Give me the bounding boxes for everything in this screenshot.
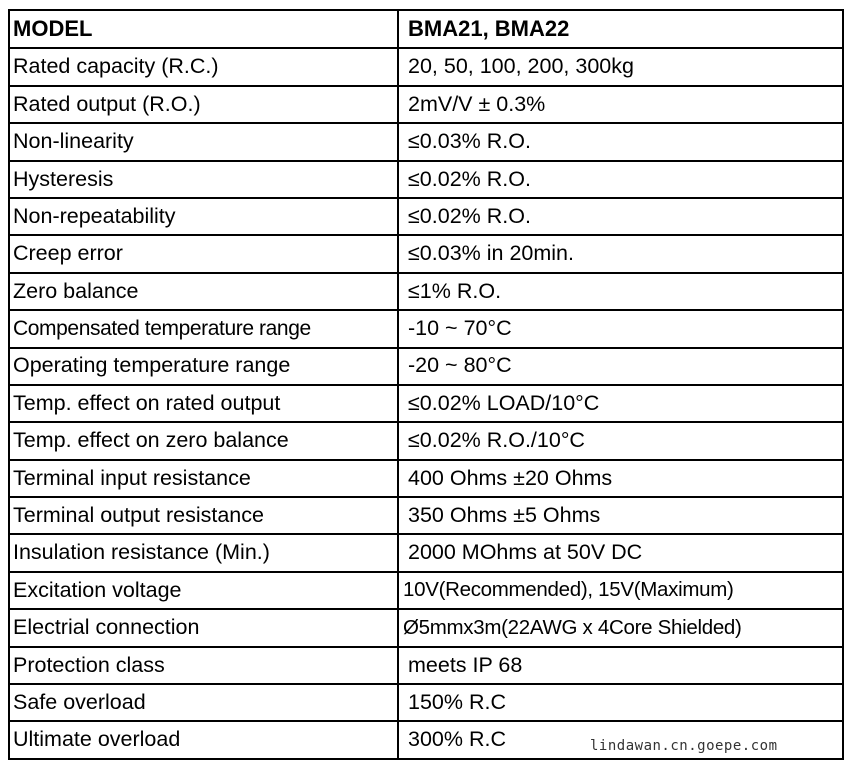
model-header-cell: MODEL [9, 10, 398, 48]
table-row [9, 422, 843, 459]
spec-label: Operating temperature range [9, 348, 398, 385]
table-row [9, 123, 843, 160]
spec-label: Temp. effect on rated output [9, 385, 398, 422]
table-row [9, 572, 843, 609]
spec-value: 20, 50, 100, 200, 300kg [398, 48, 843, 85]
table-row [9, 348, 843, 385]
spec-label: Safe overload [9, 684, 398, 721]
spec-value: meets IP 68 [398, 647, 843, 684]
spec-label: Rated output (R.O.) [9, 86, 398, 123]
table-row [9, 198, 843, 235]
spec-value: ≤1% R.O. [398, 273, 843, 310]
spec-label: Terminal output resistance [9, 497, 398, 534]
spec-label: Excitation voltage [9, 572, 398, 609]
table-header-row [9, 10, 843, 48]
spec-value: 10V(Recommended), 15V(Maximum) [398, 572, 843, 609]
spec-label: Terminal input resistance [9, 460, 398, 497]
table-row [9, 460, 843, 497]
spec-label: Insulation resistance (Min.) [9, 534, 398, 571]
spec-table [8, 9, 844, 760]
spec-value: 400 Ohms ±20 Ohms [398, 460, 843, 497]
table-row [9, 235, 843, 272]
spec-label: Compensated temperature range [9, 310, 398, 347]
spec-value: ≤0.02% R.O./10°C [398, 422, 843, 459]
spec-label: Electrial connection [9, 609, 398, 646]
spec-value: -20 ~ 80°C [398, 348, 843, 385]
table-row [9, 385, 843, 422]
spec-label: Protection class [9, 647, 398, 684]
spec-label: Non-repeatability [9, 198, 398, 235]
table-row [9, 684, 843, 721]
spec-value: ≤0.03% in 20min. [398, 235, 843, 272]
spec-value: 2000 MOhms at 50V DC [398, 534, 843, 571]
table-row [9, 534, 843, 571]
table-row [9, 273, 843, 310]
spec-label: Non-linearity [9, 123, 398, 160]
table-row [9, 161, 843, 198]
spec-label: Zero balance [9, 273, 398, 310]
spec-value: 300% R.C [398, 721, 843, 759]
spec-value: ≤0.02% LOAD/10°C [398, 385, 843, 422]
table-row [9, 310, 843, 347]
spec-label: Creep error [9, 235, 398, 272]
table-row [9, 497, 843, 534]
table-row [9, 48, 843, 85]
watermark-text: lindawan.cn.goepe.com [590, 738, 778, 754]
table-row [9, 647, 843, 684]
spec-label: Ultimate overload [9, 721, 398, 759]
spec-value: ≤0.02% R.O. [398, 198, 843, 235]
model-value-cell: BMA21, BMA22 [398, 10, 843, 48]
spec-value: 2mV/V ± 0.3% [398, 86, 843, 123]
spec-value: -10 ~ 70°C [398, 310, 843, 347]
table-row [9, 609, 843, 646]
table-row [9, 86, 843, 123]
spec-value: ≤0.03% R.O. [398, 123, 843, 160]
spec-value: 150% R.C [398, 684, 843, 721]
spec-value: Ø5mmx3m(22AWG x 4Core Shielded) [398, 609, 843, 646]
spec-value: 350 Ohms ±5 Ohms [398, 497, 843, 534]
spec-label: Hysteresis [9, 161, 398, 198]
spec-label: Temp. effect on zero balance [9, 422, 398, 459]
spec-label: Rated capacity (R.C.) [9, 48, 398, 85]
spec-value: ≤0.02% R.O. [398, 161, 843, 198]
